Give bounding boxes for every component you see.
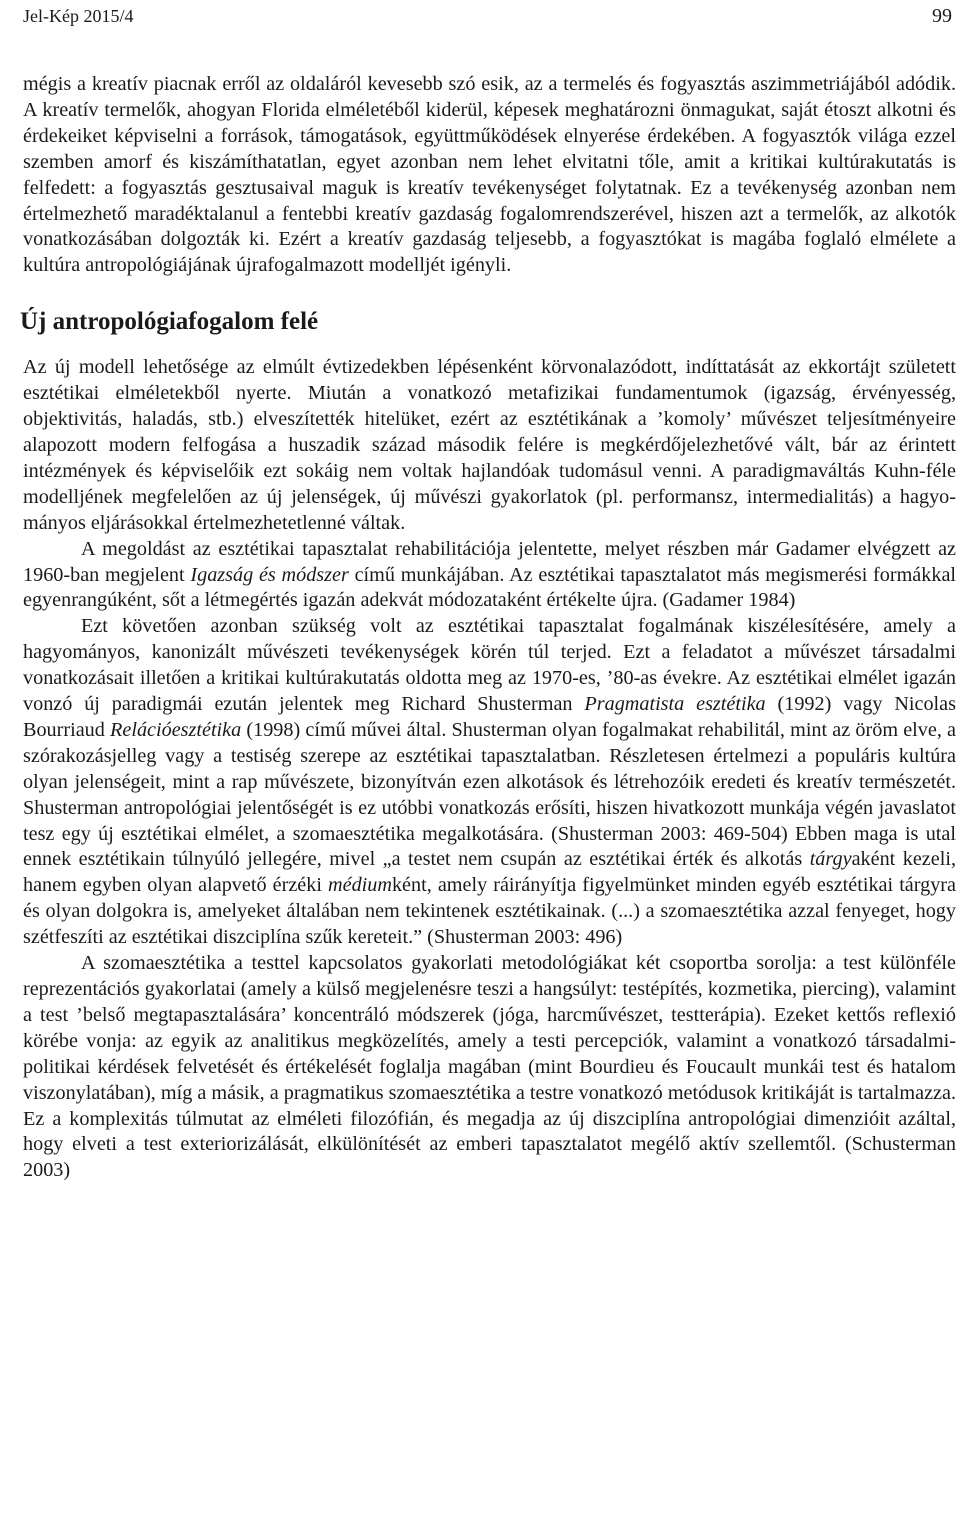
body-text: [20, 72, 957, 1184]
journal-title: Jel-Kép 2015/4: [23, 6, 134, 26]
emphasis-medium: médium: [328, 874, 392, 897]
paragraph-4-text-a: Ezt követően azonban szükség volt az esztétikai tapasztalat fogalmának kiszélesítésére, amely a hagyományos, kanonizált művészeti tevékenységek körén túl terjed. Ezt a feladatot a művészet társadalmi vonatkozásait illetően a kritikai kultúrakutatás oldotta meg az 1970-es, ’80-as évekre. Az esztétikai elmélet igazán vonzó új paradigmái ezután jelentek meg Richard Shusterman: [23, 615, 956, 716]
book-title-bourriaud: Relációesztétika: [110, 718, 242, 741]
page-number: 99: [932, 5, 952, 27]
paragraph-5: A szomaesztétika a testtel kapcsolatos gyakorlati metodológiákat két csoportba sorolja: a test különféle reprezentációs gyakorlatai (amely a külső megjelenésre teszi a hangsúlyt: testépítés, kozmetika, piercing), valamint a test ’belső megtapasztalására’ koncentráló módszerek (jóga, harcművészet, testterápia). Ezeket kettős reflexió körébe vonja: az egyik az analitikus megközelítés, amely a testi percepciók, valamint a vonatkozó társadalmi-politikai kérdések felvetését és értékelését foglalja magában (mint Bourdieu és Foucault munkái test és hatalom viszonylatában), míg a másik, a pragmatikus szomaesztétika a testre vonatkozó metódusok kritikáját is tartalmazza. Ez a komplexitás túlmutat az elméleti filozófián, és megadja az új diszciplína antropológiai dimenzióit azáltal, hogy elveti a test exteriorizálását, elkülönítését az emberi tapasztalatot megélő aktív szellemtől. (Schusterman 2003): [23, 952, 956, 1182]
paragraph-4: [23, 614, 956, 951]
paragraph-1: mégis a kreatív piacnak erről az oldaláról kevesebb szó esik, az a termelés és fogyasztás aszimmetriájából adódik. A kreatív termelők, ahogyan Florida elméletéből kiderül, képesek meghatározni önmagukat, saját étoszt alkotni és érdekeiket képviselni a források, támogatások, együttműködések elnyerése érdekében. A fogyasztók világa ezzel szemben amorf és kiszámíthatatlan, egyet azonban nem lehet elvitatni tőle, amit a kritikai kultúrakutatás is felfedett: a fogyasztás gesztusaival maguk is kreatív tevékenységet folytatnak. Ez a tevékenység azonban nem értelmezhető maradéktalanul a fentebbi kreatív gazdaság fogalomrendszerével, hiszen azt a termelők, az alkotók vonatkozásában dolgozták ki. Ezért a kreatív gazdaság teljesebb, a fogyasztókat is magába foglaló elmélete a kultúra antropológiájának újrafogalmazott modelljét igényli.: [23, 73, 956, 277]
running-header: [23, 4, 952, 28]
paragraph-4-text-b: (1992) vagy Nicolas Bourriaud: [23, 693, 956, 741]
paragraph-4-text-c: (1998) című művei által. Shusterman olyan fogalmakat rehabilitál, mint az öröm elve, a szórakozásjelleg vagy a testiség szerepe az esztétikai tapasztalatban. Részletesen értelmezi a populáris kultúra olyan jelenségeit, mint a rap művészete, bizonyítván ezen alkotások és létrehozóik eredeti és kreatív természetét. Shusterman antropológiai jelentőségét is ez utóbbi vonatkozás erősíti, hiszen hivatkozott munkája végén javaslatot tesz egy új esztétikai elmélet, a szomaesztétika megalkotására. (Shusterman 2003: 469-504) Ebben maga is utal ennek esztétikain túlnyúló jellegére, mivel „a testet nem csupán az esztétikai érték és alkotás: [23, 718, 957, 871]
emphasis-targy: tárgy: [809, 848, 852, 871]
paragraph-3-text-b: című munkájában. Az esztétikai tapasztalatot más megismerési formákkal egyenrangúként, sőt a létmegértés igazán adekvát módozataként értékelte újra. (Gadamer 1984): [23, 563, 957, 612]
paragraph-4-text-e: ként, amely ráirányítja figyelmünket minden egyéb esztétikai tárgyra és olyan dolgokra is, amelyeket általában nem tekintenek esztétikainak. (...) a szomaesztétika azzal fenyeget, hogy szétfeszíti az esztétikai diszciplína szűk kereteit.” (Shusterman 2003: 496): [23, 874, 956, 949]
section-heading: Új antropológiafogalom felé: [20, 308, 319, 336]
paragraph-3-text-a: A megoldást az esztétikai tapasztalat rehabilitációja jelentette, melyet részben már Gadamer elvégzett az 1960-ban megjelent: [23, 537, 956, 586]
paragraph-2: Az új modell lehetősége az elmúlt évtizedekben lépésenként körvonalazódott, indíttatását az ekkortájt született esztétikai elméletekből nyerte. Miután a vonatkozó metafizikai fundamentumok (igazság, érvényesség, objektivitás, haladás, stb.) elveszítették hitelüket, ezért az esztétikának a ’komoly’ művészet teljesítményeire alapozott modern felfogása a huszadik század második felére is megkérdőjelezhetővé vált, bár az érintett intézmények és képviselőik ezt sokáig nem voltak hajlandóak tudomásul venni. A paradigmaváltás Kuhn-féle modelljének megfelelően az új jelenségek, új művészi gyakorlatok (pl. performansz, intermedialitás) a hagyományos eljárásokkal értelmezhetetlenné váltak.: [23, 356, 956, 534]
paragraph-3: [23, 537, 956, 615]
paragraph-4-text-d: aként kezeli, hanem egyben olyan alapvető érzéki: [23, 848, 956, 897]
book-title-shusterman: Pragmatista esztétika: [584, 693, 766, 716]
book-title-gadamer: Igazság és módszer: [190, 563, 349, 586]
